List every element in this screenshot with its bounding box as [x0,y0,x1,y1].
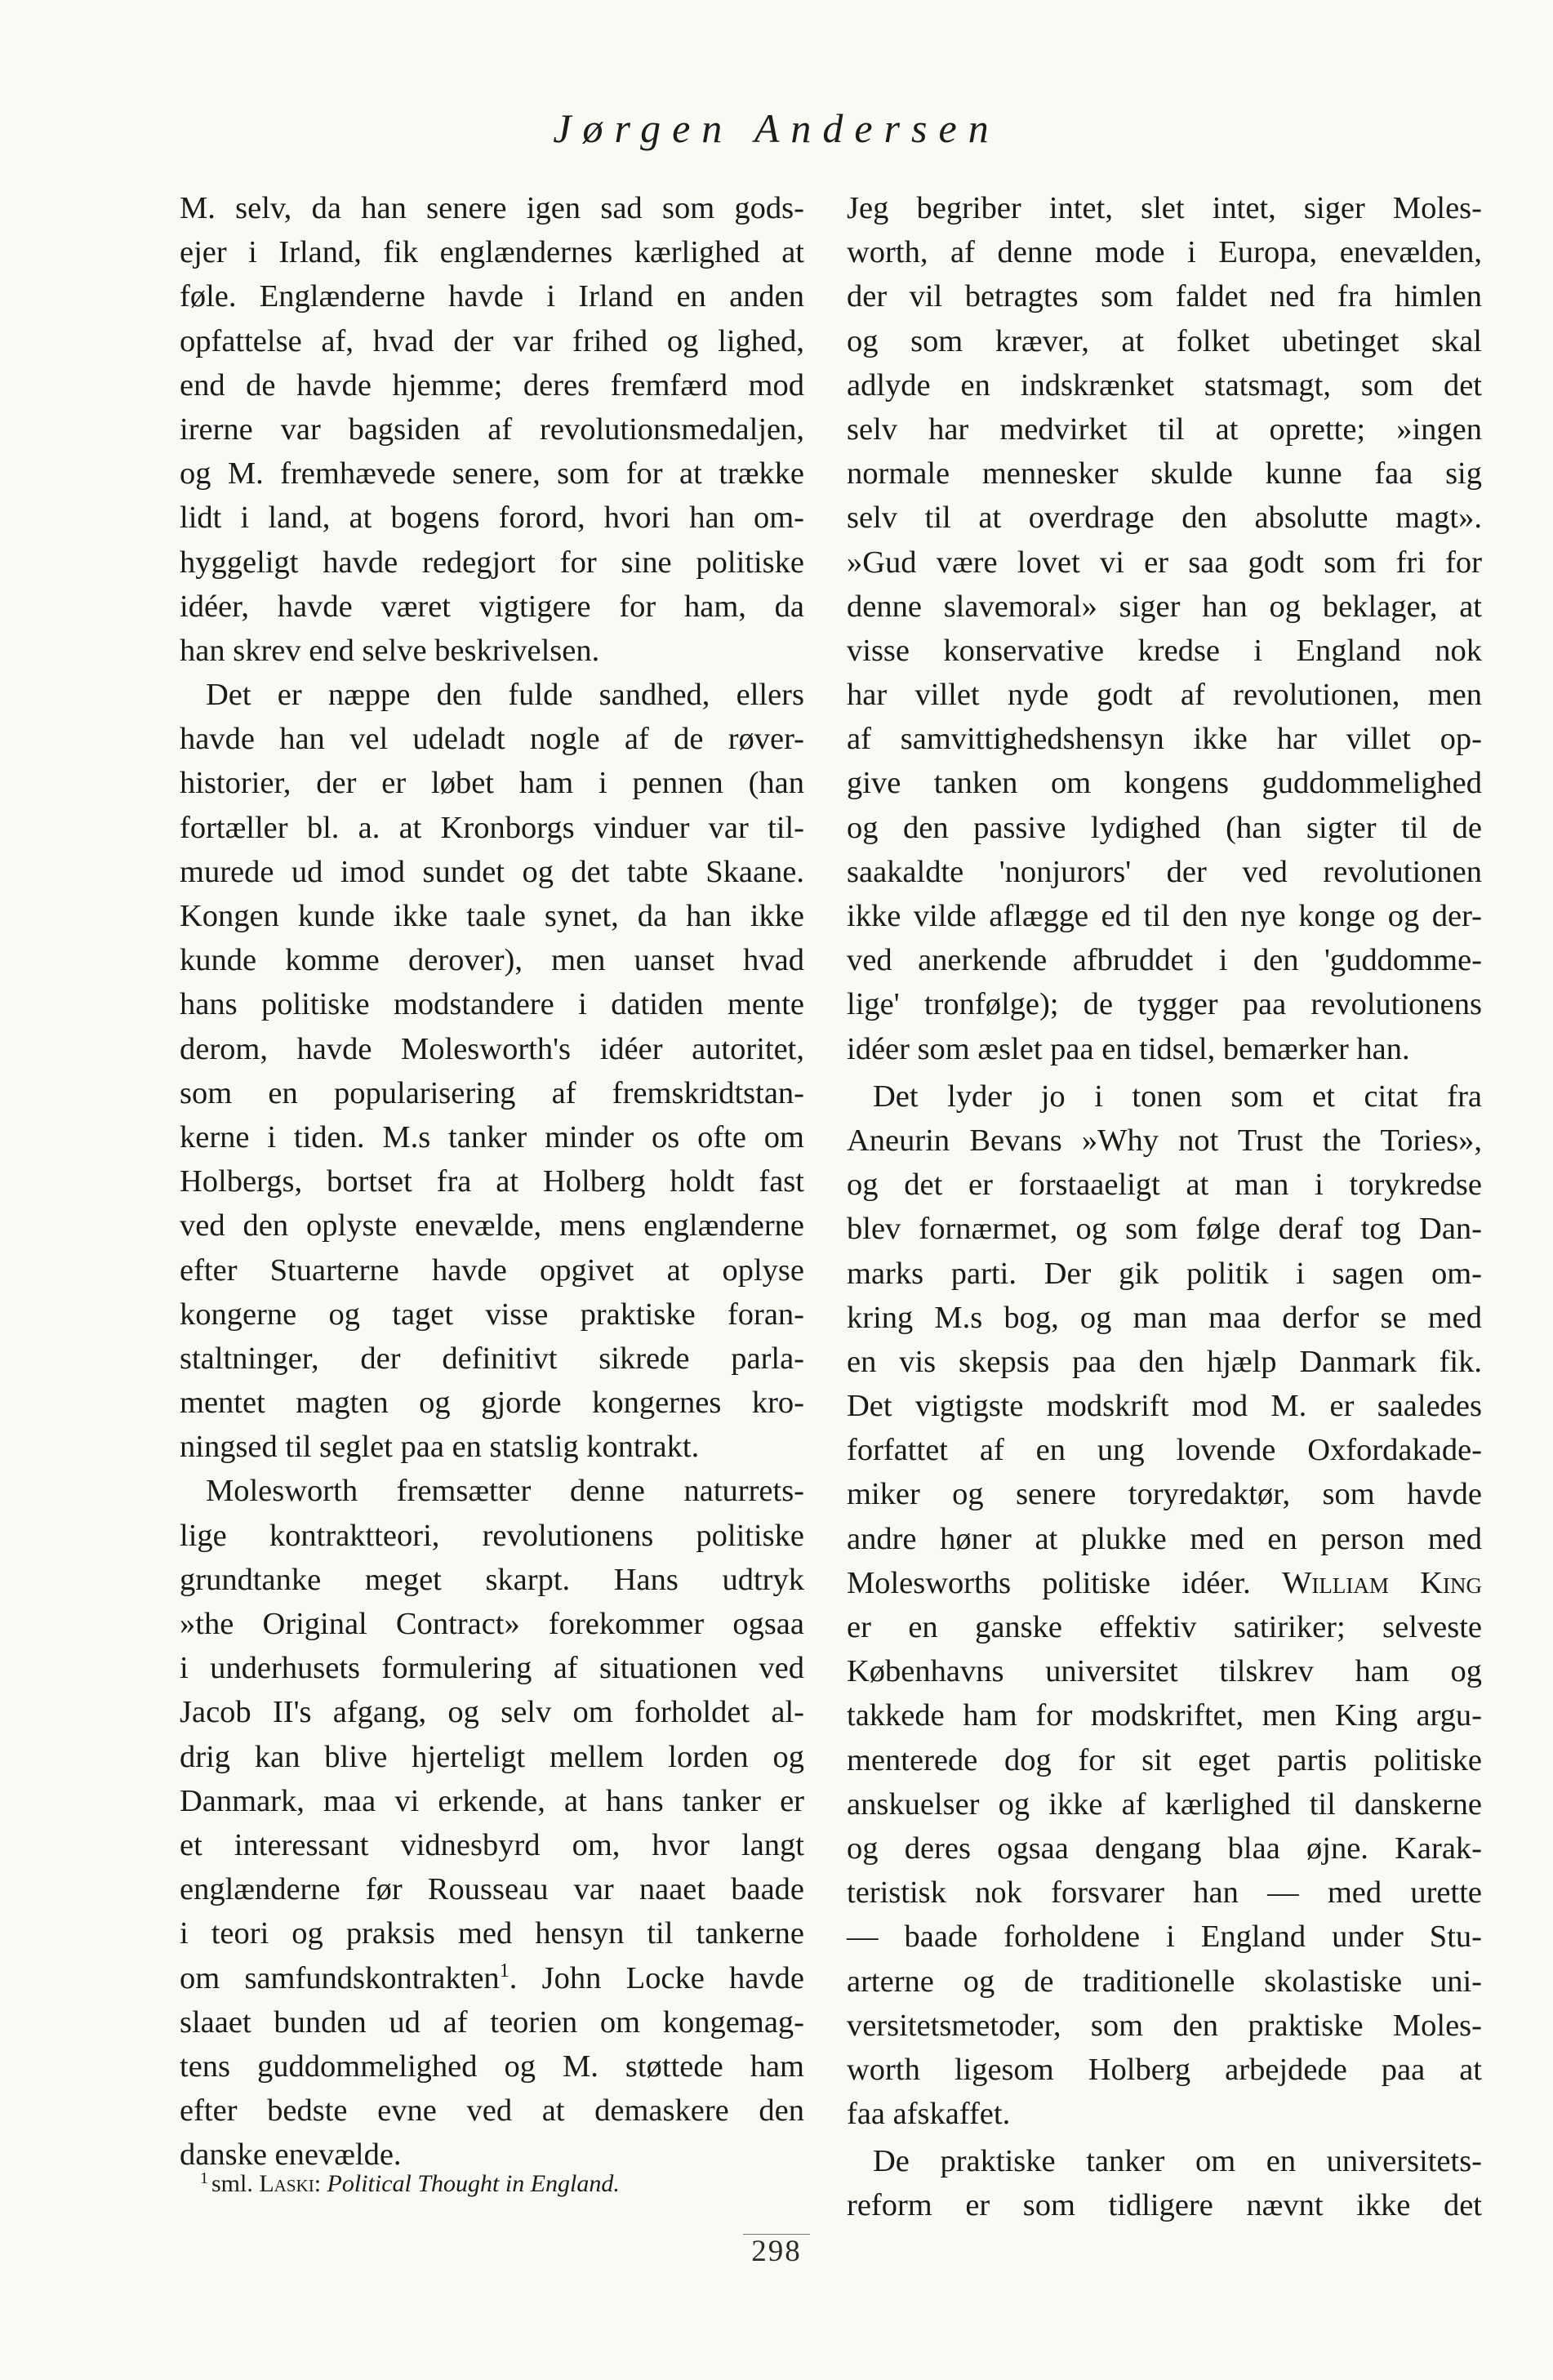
text-line: selv til at overdrage den absolutte magt». [847,500,1482,536]
text-line: og som kræver, at folket ubetinget skal [847,323,1482,358]
text-line: opfattelse af, hvad der var frihed og lighed, [180,323,804,358]
text-line: — baade forholdene i England under Stu- [847,1920,1482,1955]
text-line: en vis skepsis paa den hjælp Danmark fik. [847,1344,1482,1379]
text-line: ved anerkende afbruddet i den 'guddomme- [847,943,1482,978]
text-line: i teori og praksis med hensyn til tankerne [180,1916,804,1951]
left-paragraph-2 [180,673,804,1469]
text-line: denne slavemoral» siger han og beklager, at [847,589,1482,624]
text-line: Københavns universitet tilskrev ham og [847,1654,1482,1689]
footnote [200,2162,620,2200]
text-line: efter bedste evne ved at demaskere den [180,2093,804,2129]
text-line: lige' tronfølge); de tygger paa revolutionens [847,987,1482,1022]
text-line: føle. Englænderne havde i Irland en anden [180,279,804,314]
text-line: Det lyder jo i tonen som et citat fra [873,1079,1482,1114]
footnote-reference: 1 [499,1960,510,1982]
text-line: som en popularisering af fremskridtstan- [180,1075,804,1110]
text-line: takkede ham for modskriftet, men King argu- [847,1698,1482,1733]
text-fragment: Molesworths politiske idéer. [847,1565,1251,1600]
text-line: fortæller bl. a. at Kronborgs vinduer var til- [180,810,804,845]
text-line: kerne i tiden. M.s tanker minder os ofte om [180,1119,804,1154]
person-name: William King [1282,1565,1483,1600]
text-line: grundtanke meget skarpt. Hans udtryk [180,1562,804,1597]
text-line: Holbergs, bortset fra at Holberg holdt fast [180,1164,804,1199]
text-fragment: . John Locke havde [509,1960,804,1995]
text-line: Det er næppe den fulde sandhed, ellers [206,678,804,713]
text-line: efter Stuarterne havde opgivet at oplyse [180,1252,804,1288]
text-line: adlyde en indskrænket statsmagt, som det [847,367,1482,403]
text-line: De praktiske tanker om en universitets- [873,2144,1482,2179]
text-line [180,1956,804,2000]
text-line: han skrev end selve beskrivelsen. [180,633,600,668]
text-line: Det vigtigste modskrift mod M. er saaledes [847,1389,1482,1424]
text-line: har villet nyde godt af revolutionen, men [847,678,1482,713]
left-paragraph-1 [180,186,804,673]
text-line: reform er som tidligere nævnt ikke det [847,2188,1482,2223]
text-line: englænderne før Rousseau var naaet baade [180,1872,804,1907]
text-line: saakaldte 'nonjurors' der ved revolutionen [847,854,1482,889]
text-line: anskuelser og ikke af kærlighed til danskerne [847,1786,1482,1822]
text-line: i underhusets formulering af situationen ved [180,1651,804,1686]
text-line: idéer som æslet paa en tidsel, bemærker han. [847,1031,1410,1066]
text-line: ningsed til seglet paa en statslig kontrakt. [180,1430,700,1465]
text-line: der vil betragtes som faldet ned fra himlen [847,279,1482,314]
text-line: idéer, havde været vigtigere for ham, da [180,589,804,624]
text-line: normale mennesker skulde kunne faa sig [847,456,1482,492]
text-line: er en ganske effektiv satiriker; selveste [847,1610,1482,1644]
text-line: andre høner at plukke med en person med [847,1521,1482,1556]
text-line: og M. fremhævede senere, som for at trække [180,456,804,492]
footnote-superscript [500,1960,510,1982]
text-line: kring M.s bog, og man maa derfor se med [847,1300,1482,1335]
text-line: ejer i Irland, fik englændernes kærlighed at [180,235,804,270]
text-line: historier, der er løbet ham i pennen (han [180,766,804,801]
text-line: »Gud være lovet vi er saa godt som fri for [847,545,1482,580]
text-line: lidt i land, at bogens forord, hvori han om- [180,500,804,536]
text-line: og deres ogsaa dengang blaa øjne. Karak- [847,1831,1482,1866]
text-line: havde han vel udeladt nogle af de røver- [180,722,804,757]
text-line: miker og senere toryredaktør, som havde [847,1477,1482,1512]
page-number-value: 298 [743,2234,810,2268]
left-column [180,186,804,2177]
text-line: mentet magten og gjorde kongernes kro- [180,1386,804,1421]
text-line: Kongen kunde ikke taale synet, da han ikke [180,899,804,933]
text-line: Jeg begriber intet, slet intet, siger Moles- [847,191,1482,225]
running-header: Jørgen Andersen [553,105,1000,151]
right-paragraph-1 [847,186,1482,1071]
footnote-prefix: sml. [211,2170,253,2197]
text-line: og det er forstaaeligt at man i torykredse [847,1168,1482,1203]
text-line: hyggeligt havde redegjort for sine politiske [180,545,804,580]
text-line: Aneurin Bevans »Why not Trust the Tories», [847,1123,1482,1158]
footnote-title: Political Thought in England. [327,2170,620,2197]
text-line: teristisk nok forsvarer han — med urette [847,1875,1482,1911]
text-line: kongerne og taget visse praktiske foran- [180,1297,804,1332]
left-paragraph-3-continued [180,2000,804,2178]
text-line: selv har medvirket til at oprette; »ingen [847,411,1482,447]
text-line: worth ligesom Holberg arbejdede paa at [847,2052,1482,2087]
text-line: Danmark, maa vi erkende, at hans tanker er [180,1783,804,1818]
text-line: lige kontraktteori, revolutionens politiske [180,1518,804,1553]
text-line: ikke vilde aflægge ed til den nye konge og der- [847,899,1482,933]
right-paragraph-3 [847,2139,1482,2227]
text-line: give tanken om kongens guddommelighed [847,766,1482,801]
right-paragraph-2 [847,1074,1482,2137]
text-line: worth, af denne mode i Europa, enevælden, [847,235,1482,270]
text-line: arterne og de traditionelle skolastiske uni- [847,1964,1482,1999]
text-line: og den passive lydighed (han sigter til de [847,810,1482,845]
text-line: blev fornærmet, og som følge deraf tog Dan- [847,1212,1482,1247]
text-line: menterede dog for sit eget partis politiske [847,1742,1482,1777]
text-line: M. selv, da han senere igen sad som gods- [180,191,804,225]
text-line: faa afskaffet. [847,2097,1011,2132]
text-line: forfattet af en ung lovende Oxfordakade- [847,1433,1482,1468]
text-line: »the Original Contract» forekommer ogsaa [180,1607,804,1641]
text-line: marks parti. Der gik politik i sagen om- [847,1256,1482,1291]
text-line: ved den oplyste enevælde, mens englænderne [180,1208,804,1243]
text-line: staltninger, der definitivt sikrede parla- [180,1341,804,1376]
text-line: Jacob II's afgang, og selv om forholdet al- [180,1695,804,1730]
text-line [847,1561,1482,1605]
text-line: end de havde hjemme; deres fremfærd mod [180,367,804,403]
right-column [847,186,1482,2228]
text-line: hans politiske modstandere i datiden mente [180,987,804,1022]
footnote-number: 1 [200,2169,208,2187]
text-line: et interessant vidnesbyrd om, hvor langt [180,1827,804,1862]
text-line: derom, havde Molesworth's idéer autoritet, [180,1031,804,1066]
text-line: af samvittighedshensyn ikke har villet op- [847,722,1482,757]
text-line: slaaet bunden ud af teorien om kongemag- [180,2004,804,2040]
text-fragment: om samfundskontrakten [180,1960,500,1995]
text-line: danske enevælde. [180,2138,402,2173]
left-paragraph-3 [180,1469,804,2177]
text-line: murede ud imod sundet og det tabte Skaane. [180,854,804,889]
text-line: drig kan blive hjerteligt mellem lorden og [180,1739,804,1774]
text-line: tens guddommelighed og M. støttede ham [180,2049,804,2084]
right-paragraph-2-continued [847,1605,1482,2136]
text-line: irerne var bagsiden af revolutionsmedaljen, [180,411,804,447]
text-line: visse konservative kredse i England nok [847,633,1482,668]
text-line: Molesworth fremsætter denne naturrets- [206,1474,804,1509]
text-line: versitetsmetoder, som den praktiske Moles- [847,2008,1482,2043]
footnote-author: Laski: [259,2170,322,2197]
page-number [0,2234,1553,2269]
text-line: kunde komme derover), men uanset hvad [180,943,804,978]
